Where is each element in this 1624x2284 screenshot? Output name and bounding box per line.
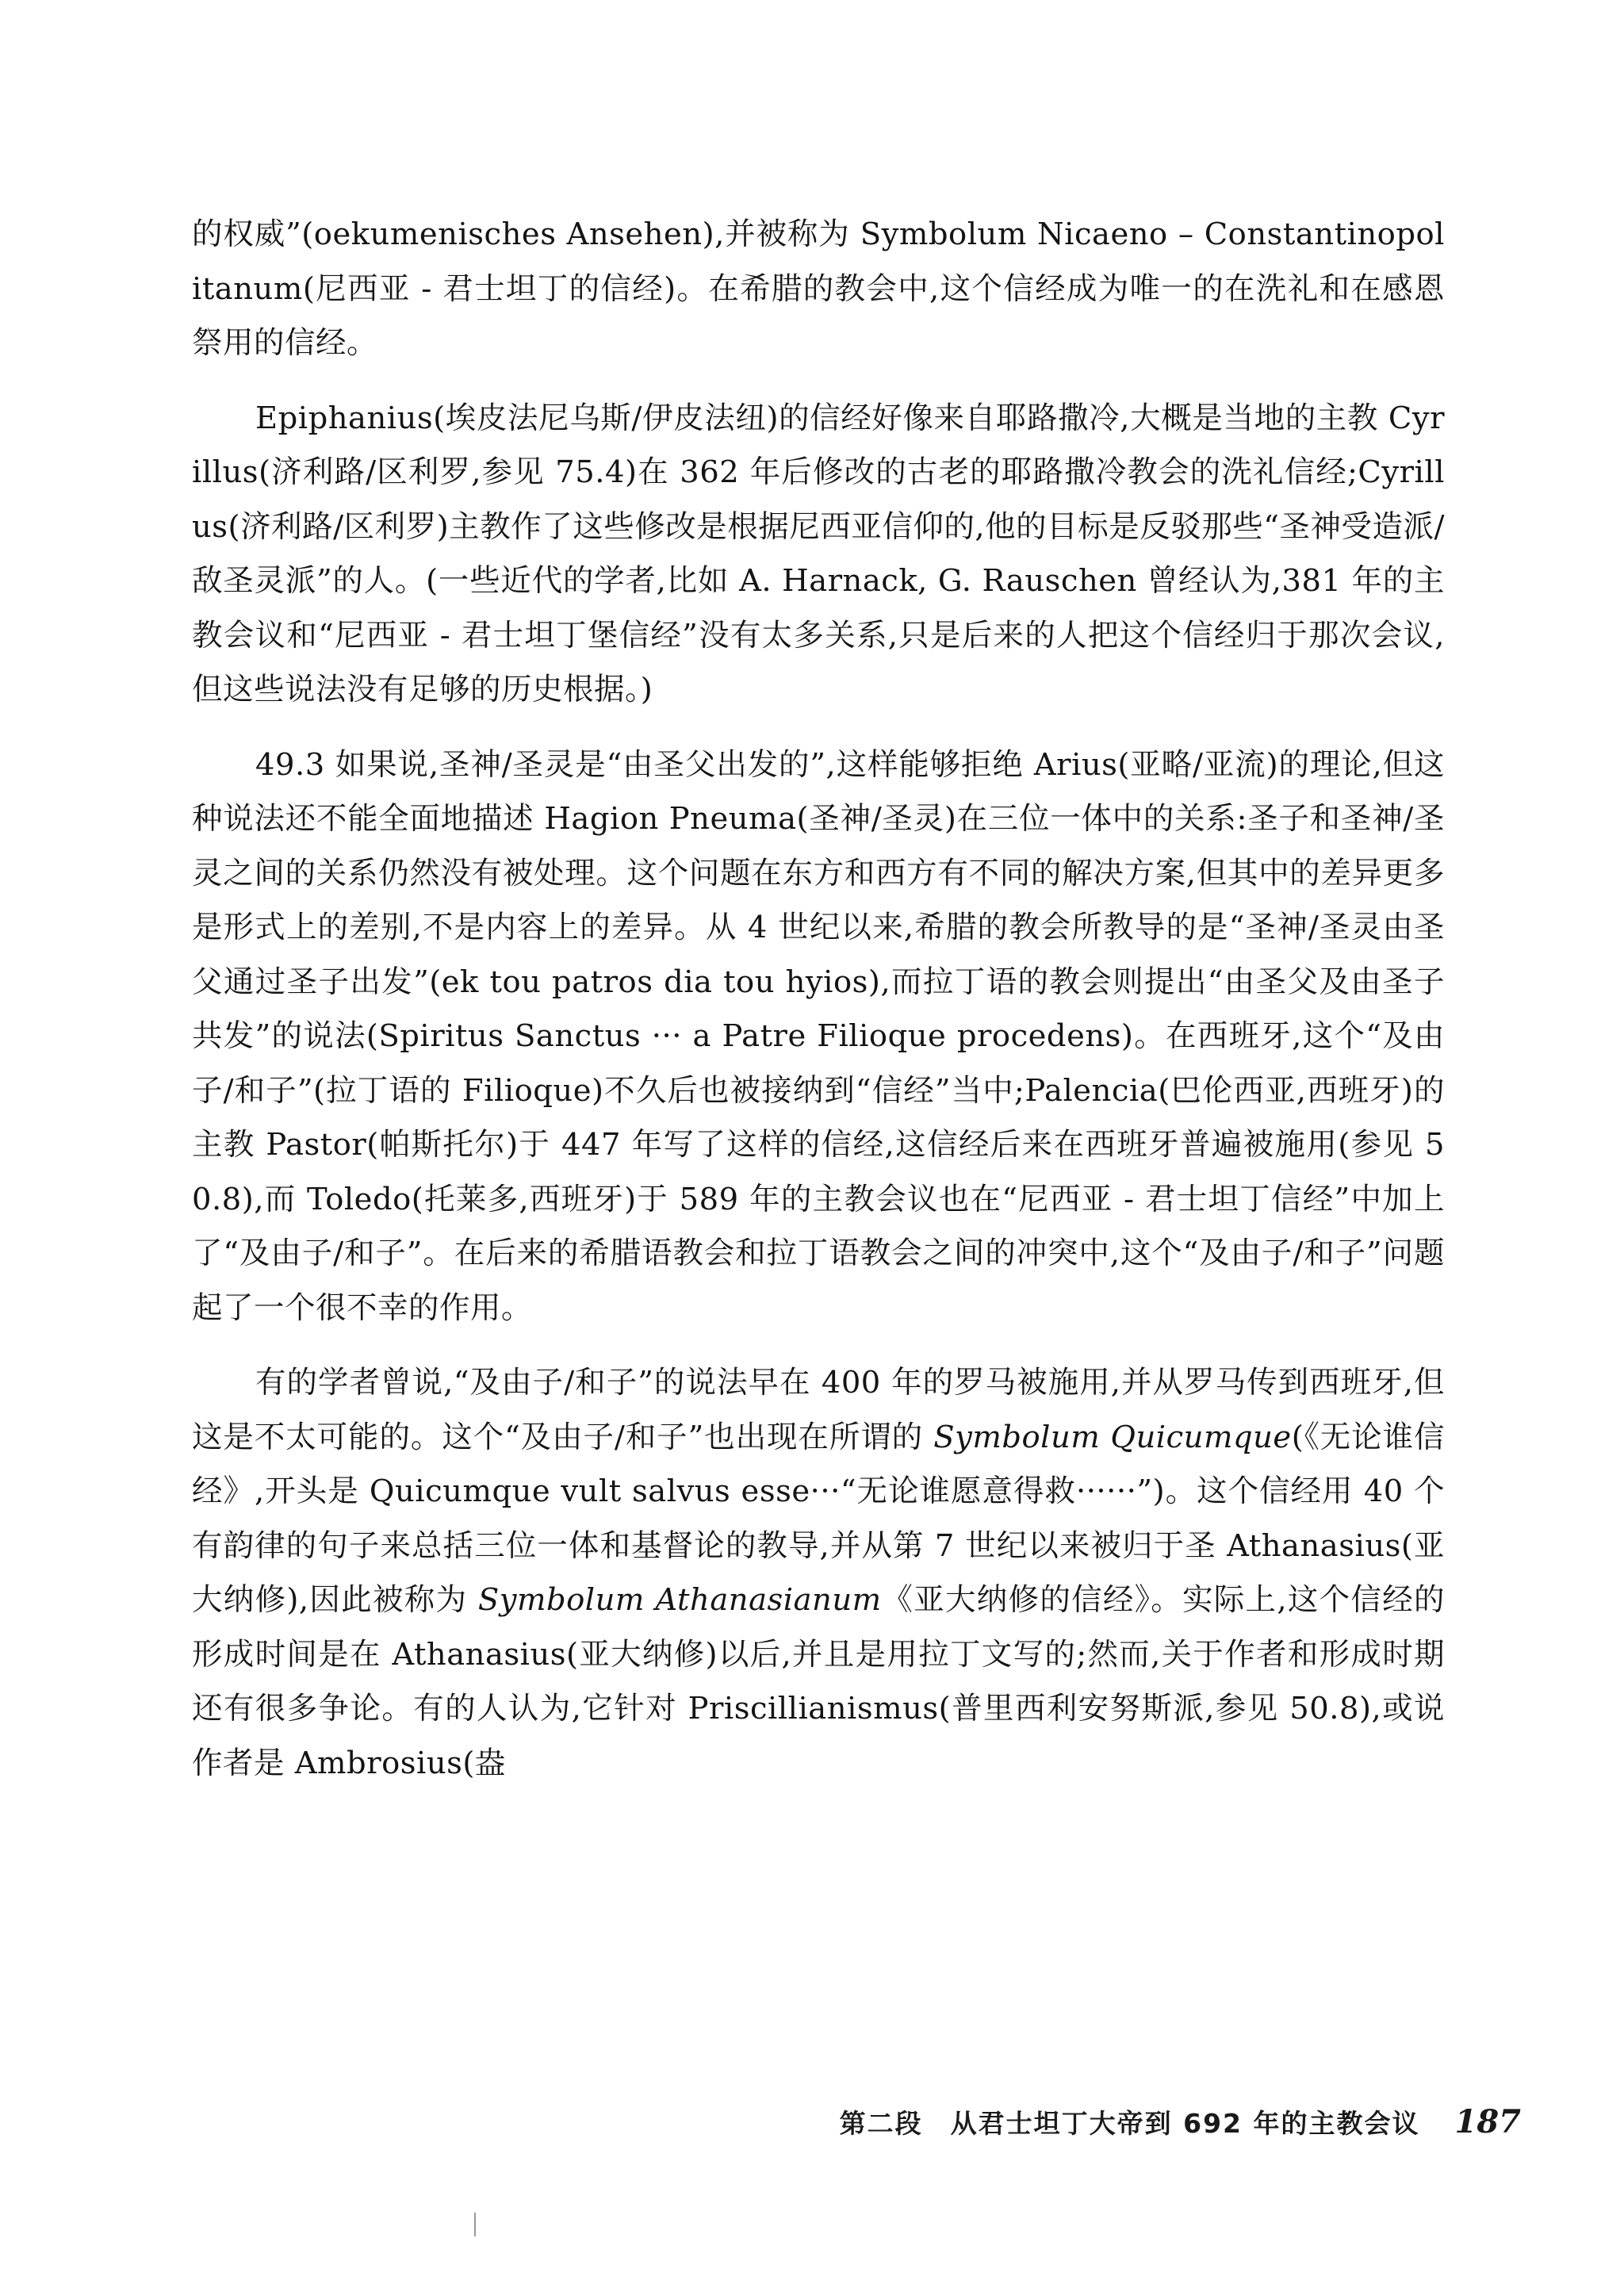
running-head: 第二段 从君士坦丁大帝到 692 年的主教会议: [839, 2108, 1420, 2139]
paragraph-filioque: [192, 1356, 1445, 1791]
page-footer: [840, 2103, 1521, 2140]
paragraph-epiphanius: Epiphanius(埃皮法尼乌斯/伊皮法纽)的信经好像来自耶路撒冷,大概是当地的主教 Cyrillus(济利路/区利罗,参见 75.4)在 362 年后修改的古老的耶路撒冷教会的洗礼信经;Cyrillus(济利路/区利罗)主教作了这些修改是根据尼西亚信仰的,他的目标是反驳那些“圣神受造派/敌圣灵派”的人。(一些近代的学者,比如 A. Harnack, G. Rauschen 曾经认为,381 年的主教会议和“尼西亚 - 君士坦丁堡信经”没有太多关系,只是后来的人把这个信经归于那次会议,但这些说法没有足够的历史根据。): [192, 400, 1445, 707]
paragraph-continuation: 的权威”(oekumenisches Ansehen),并被称为 Symbolum Nicaeno – Constantinopolitanum(尼西亚 - 君士坦丁的信经)。在希腊的教会中,这个信经成为唯一的在洗礼和在感恩祭用的信经。: [192, 217, 1445, 361]
paragraph-section-49-3: 49.3 如果说,圣神/圣灵是“由圣父出发的”,这样能够拒绝 Arius(亚略/亚流)的理论,但这种说法还不能全面地描述 Hagion Pneuma(圣神/圣灵)在三位一体中的关系:圣子和圣神/圣灵之间的关系仍然没有被处理。这个问题在东方和西方有不同的解决方案,但其中的差异更多是形式上的差别,不是内容上的差异。从 4 世纪以来,希腊的教会所教导的是“圣神/圣灵由圣父通过圣子出发”(ek tou patros dia tou hyios),而拉丁语的教会则提出“由圣父及由圣子共发”的说法(Spiritus Sanctus ··· a Patre Filioque procedens)。在西班牙,这个“及由子/和子”(拉丁语的 Filioque)不久后也被接纳到“信经”当中;Palencia(巴伦西亚,西班牙)的主教 Pastor(帕斯托尔)于 447 年写了这样的信经,这信经后来在西班牙普遍被施用(参见 50.8),而 Toledo(托莱多,西班牙)于 589 年的主教会议也在“尼西亚 - 君士坦丁信经”中加上了“及由子/和子”。在后来的希腊语教会和拉丁语教会之间的冲突中,这个“及由子/和子”问题起了一个很不幸的作用。: [192, 746, 1445, 1326]
italic-title-athanasianum: Symbolum Athanasianum: [477, 1582, 882, 1618]
body-text: [192, 208, 1445, 1791]
scan-speck: [474, 2213, 476, 2236]
paragraph-text-part2: (《无论谁信经》,开头是 Quicumque vult salvus esse···“无论谁愿意得救······”)。这个信经用 40 个有韵律的句子来总括三位一体和基督论的教导,并从第 7 世纪以来被归于圣 Athanasius(亚大纳修),因此被称为: [192, 1419, 1445, 1618]
paragraph-text-part1: 有的学者曾说,“及由子/和子”的说法早在 400 年的罗马被施用,并从罗马传到西班牙,但这是不太可能的。这个“及由子/和子”也出现在所谓的: [192, 1365, 1445, 1455]
italic-title-quicumque: Symbolum Quicumque: [933, 1419, 1292, 1455]
page-number: 187: [1454, 2103, 1521, 2140]
paragraph-text-part3: 《亚大纳修的信经》。实际上,这个信经的形成时间是在 Athanasius(亚大纳修)以后,并且是用拉丁文写的;然而,关于作者和形成时期还有很多争论。有的人认为,它针对 Priscillianismus(普里西利安努斯派,参见 50.8),或说作者是 Ambrosius(盎: [192, 1582, 1445, 1781]
